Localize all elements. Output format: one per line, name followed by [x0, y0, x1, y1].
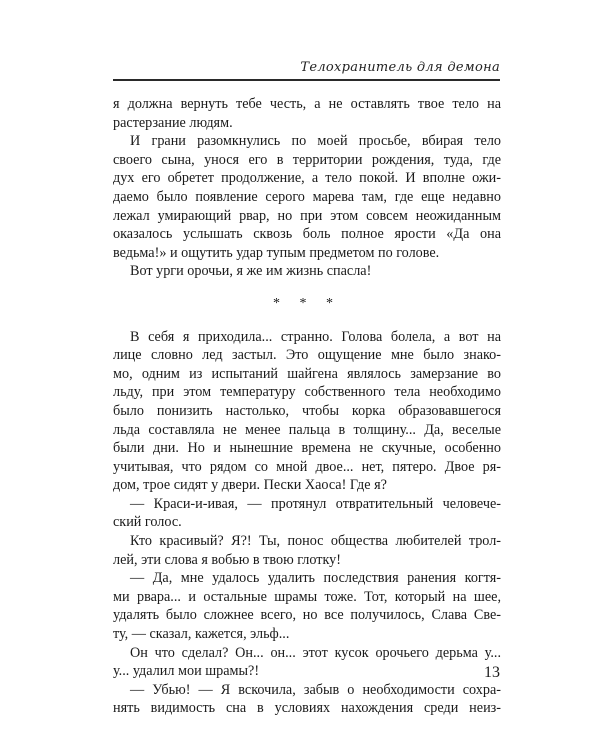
text-line: дом, трое сидят у двери. Пески Хаоса! Где я? — [113, 477, 387, 494]
text-line: Кто красивый? Я?! Ты, понос общества любителей трол- — [130, 533, 501, 550]
text-line: Он что сделал? Он... он... этот кусок орочьего дерьма у... — [130, 644, 501, 661]
paragraphs-after-separator — [113, 328, 501, 718]
text-line: ми рвара... и остальные шрамы тоже. Тот, который на шее, — [113, 588, 501, 605]
text-line: даемо было появление серого марева там, где еще недавно — [113, 188, 501, 205]
running-header-title: Телохранитель для демона — [300, 60, 500, 75]
text-line: мо, одним из испытаний шайгена являлось замерзание во — [113, 365, 501, 382]
text-line: растерзание людям. — [113, 114, 233, 131]
page-number: 13 — [484, 664, 500, 681]
text-line: ский голос. — [113, 514, 182, 531]
section-separator: * * * — [273, 295, 341, 311]
text-line: — Убью! — Я вскочила, забыв о необходимости сохра- — [130, 681, 501, 698]
paragraphs-before-separator — [113, 95, 501, 281]
text-line: лей, эти слова я вобью в твою глотку! — [113, 551, 342, 568]
text-line: у... удалил мои шрамы?! — [113, 663, 260, 680]
text-line: — Краси-и-ивая, — протянул отвратительный человече- — [130, 495, 501, 512]
text-line: оказалось услышать сквозь боль полное ярости «Да она — [113, 226, 501, 243]
text-line: учитывая, что рядом со мной двое... нет, пятеро. Двое ря- — [113, 458, 501, 475]
text-line: было понизить настолько, чтобы корка образовавшегося — [113, 402, 501, 419]
text-line: ту, — сказал, кажется, эльф... — [113, 626, 290, 643]
text-line: Вот урги орочьи, я же им жизнь спасла! — [130, 263, 372, 280]
text-line: были дни. Но и нынешние времена не скучные, особенно — [113, 440, 501, 457]
text-line: В себя я приходила... странно. Голова болела, а вот на — [130, 328, 501, 345]
text-line: — Да, мне удалось удалить последствия ранения когтя- — [130, 570, 501, 587]
text-line: удалять было сложнее всего, но все получилось, Слава Све- — [113, 607, 501, 624]
text-line: своего сына, унося его в территории рождения, туда, где — [113, 151, 501, 168]
text-line: ведьма!» и ощутить удар тупым предметом по голове. — [113, 244, 440, 261]
text-line: льда составляла не менее пальца в толщину... Да, веселые — [113, 421, 501, 438]
body-text — [113, 95, 501, 718]
text-line: лежал умирающий рвар, но при этом совсем неожиданным — [113, 207, 501, 224]
header-rule — [113, 79, 500, 81]
spacer — [113, 314, 501, 328]
text-line: дух его обретет продолжение, а тело покой. И вполне ожи- — [113, 170, 501, 187]
text-line: нять видимость сна в условиях нахождения среди неиз- — [113, 700, 501, 717]
spacer — [113, 281, 501, 295]
text-line: льду, при этом температуру собственного тела необходимо — [113, 384, 501, 401]
text-line: лице словно лед застыл. Это ощущение мне было знако- — [113, 347, 501, 364]
text-line: я должна вернуть тебе честь, а не оставлять твое тело на — [113, 96, 501, 112]
text-line: И грани разомкнулись по моей просьбе, вбирая тело — [130, 133, 501, 150]
